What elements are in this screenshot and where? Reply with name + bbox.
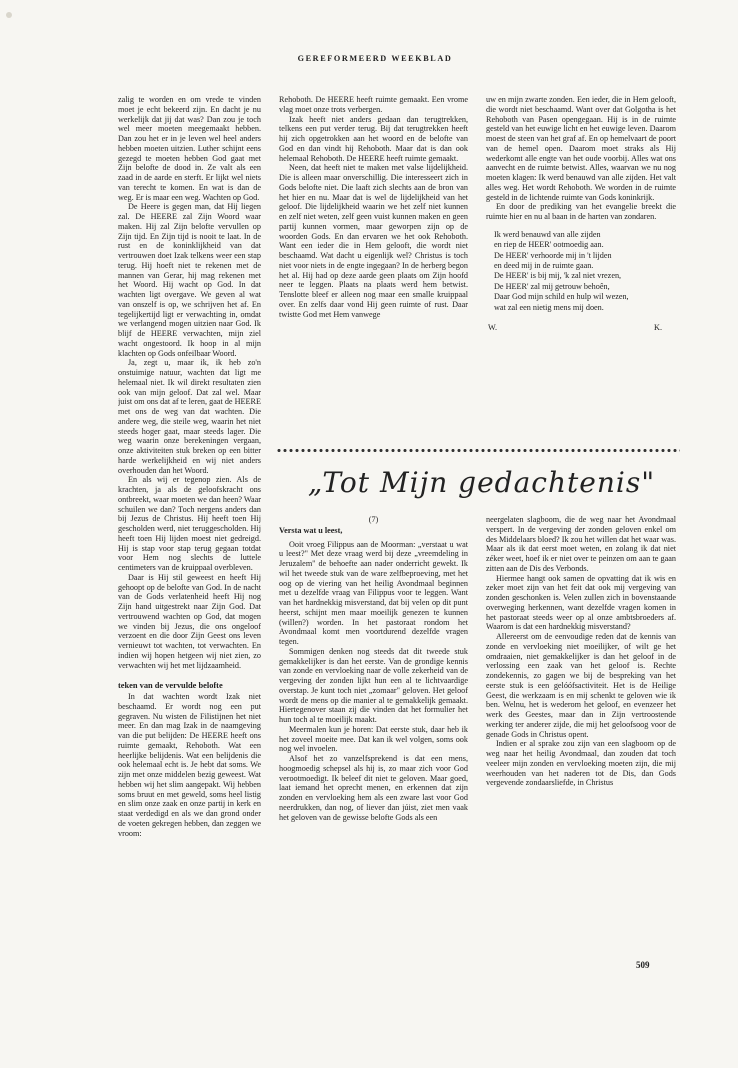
- paragraph: Neen, dat heeft niet te maken met valse lijdelijkheid. Die is alleen maar onverschillig. Die interesseert zich in Gods belofte niet. Die laaft zich slechts aan de bron van het hier en nu. Maar dat is wel de lijdelijkheid van het geloof. Die lijdelijkheid waarin we het zelf niet kunnen en zelf niet weten, zelf geen vuist kunnen maken en geen partij kunnen vormen, maar geworpen zijn op de woorden Gods. En dan ervaren we het ook Rehoboth. Want een ieder die in Hem gelooft, die wordt niet beschaamd. Wat dacht u eigenlijk wel? Christus is toch niet voor niets in de engte ingegaan? In de herberg begon het al. Hij had op deze aarde geen plaats om Zijn hoofd neer te leggen. Plaats na plaats werd hem betwist. Tenslotte bleef er alleen nog maar een smalle kruippaal over. En zelfs daar vond Hij geen ruimte of rust. Daar twistte God met Hem vanwege: [279, 163, 468, 319]
- paragraph: De Heere is gegen man, dat Hij liegen zal. De HEERE zal Zijn Woord waar maken. Hij zal Zijn belofte vervullen op Zijn tijd. En Zijn tijd is nooit te laat. In de rust en de koninklijkheid van dat vertrouwen doet Izak telkens weer een stap terug. Hij hoeft niet te rekenen met de mannen van Gerar, hij mag rekenen met het Woord. Hij wacht op God. In dat wachten ligt overgave. We geven al wat van onszelf is op, we schrijven het af. En tegelijkertijd ligt er verwachting in, omdat we verlangend mogen uitzien naar God. Ik blijf de HEERE verwachten, mijn ziel wacht ongestoord. Ik hoop in al mijn klachten op Gods onfeilbaar Woord.: [118, 202, 261, 358]
- verse-line: Ik werd benauwd van alle zijden: [494, 229, 601, 239]
- column-4: [279, 515, 468, 943]
- paragraph: In dat wachten wordt Izak niet beschaamd. Er wordt nog een put gegraven. Nu wisten de Filistijnen het niet meer. En dan mag Izak in de naamgeving van die put belijden: De HEERE heeft ons ruimte gemaakt, Rehoboth. Wat een heerlijke belijdenis. Wat een belijdenis die ook helemaal echt is. Je hebt dat soms. We zijn met onze middelen bezig geweest. Wat hebben wij het slim aangepakt. Wij hebben soms bruut en met geweld, soms heel listig en slim onze zaak en onze partij in kerk en staat verdedigd en als we dan grond onder de voeten gekregen hebben, dan zeggen we vroom:: [118, 692, 261, 838]
- initial-right: K.: [654, 323, 662, 332]
- paragraph: Indien er al sprake zou zijn van een slagboom op de weg naar het heilig Avondmaal, dan zouden dat toch veeleer mijn zonden en vervloeking moeten zijn, die mij weerhouden van het naderen tot de Dis, dan Gods vergevende zondaarsliefde, in Christus: [486, 739, 676, 788]
- verse-line: Daar God mijn schild en hulp wil wezen,: [494, 292, 629, 302]
- verse-line: De HEER' verhoorde mij in 't lijden: [494, 250, 612, 260]
- section-heading: teken van de vervulde belofte: [118, 681, 223, 691]
- paragraph: Daar is Hij stil geweest en heeft Hij gehoopt op de belofte van God. In de nacht van de Gods verlatenheid heeft Hij nog Zijn hand uitgestrekt naar Zijn God. Dat vertrouwend wachten op God, dat mogen we vinden bij Jezus, die ons ongeloof verzoent en die door Zijn Geest ons leven vernieuwt tot wachten, tot verwachten. En indien wij hopen hetgeen wij niet zien, zo verwachten wij het met lijdzaamheid.: [118, 572, 261, 670]
- paragraph: Meermalen kun je horen: Dat eerste stuk, daar heb ik het zoveel moeite mee. Dat kan ik wel volgen, soms ook nog wel invoelen.: [279, 724, 468, 754]
- article-title: „Tot Mijn gedachtenis": [307, 466, 656, 499]
- column-3: [486, 95, 676, 428]
- verse-line: De HEER' zal mij getrouw behoên,: [494, 281, 610, 291]
- column-5: [486, 515, 676, 943]
- paragraph: Ja, zegt u, maar ik, ik heb zo'n onstuimige natuur, wachten dat ligt me helemaal niet. Ik wil direkt resultaten zien ook van mijn geloof. Dat zal wel. Maar juist om ons dat af te leren, gaat de HEERE met ons de weg van dat wachten. Die andere weg, die steile weg, waarin het niet steeds hoger gaat, maar steeds lager. Die weg waarin onze berekeningen vergaan, onze aktiviteiten stuk breken op een bitter harde werkelijkheid en wij niet anders overhouden dan het Woord.: [118, 358, 261, 475]
- verse-line: wat zal een nietig mens mij doen.: [494, 302, 604, 312]
- paragraph: Alsof het zo vanzelfsprekend is dat een mens, hoogmoedig schepsel als hij is, zo maar zich voor God verootmoedigt. Ik beleef dit niet te geloven. Maar goed, laat iemand het oprecht menen, en erkennen dat zijn zonden en vervloeking hem als een zware last voor God neerdrukken, dan nog, of liever dan júist, ziet men vaak het geloven van de gewisse belofte Gods als een: [279, 754, 468, 822]
- scan-mark: [6, 12, 12, 18]
- paragraph: Sommigen denken nog steeds dat dit tweede stuk gemakkelijker is dan het eerste. Van de grondige kennis van zonde en vervloeking naar de volle zekerheid van de vergeving der zonden lijkt hun een al te lichtvaardige overstap. Je kunt toch niet „zomaar" geloven. Het geloof wordt de mens op die manier al te gemakkelijk gemaakt. Hiertegenover staan zij die vinden dat het formulier het hun toch al te moeilijk maakt.: [279, 646, 468, 724]
- psalm-verse: [494, 230, 676, 313]
- verse-line: De HEER' is bij mij, 'k zal niet vrezen,: [494, 271, 622, 281]
- article-number: (7): [368, 515, 379, 524]
- verse-line: en deed mij in de ruimte gaan.: [494, 260, 594, 270]
- paragraph: Ooit vroeg Filippus aan de Moorman: „verstaat u wat u leest?" Met deze vraag werd bij deze „vreemdeling in Jeruzalem" de behoefte aan nader onderricht gewekt. Ik wil het tweede stuk van de ware zelfbeproeving, met het oog op de viering van het heilig Avondmaal beginnen met u dezelfde vraag van Filippus voor te leggen. Want van het hardnekkig misverstand, dat bij velen op dit punt heerst, schijnt men maar moeilijk genezen te kunnen (willen?) worden. In het pastoraat rondom het Avondmaal komt men voortdurend dezelfde vragen tegen.: [279, 539, 468, 646]
- paragraph: uw en mijn zwarte zonden. Een ieder, die in Hem gelooft, die wordt niet beschaamd. Want over dat Golgotha is het Rehoboth van Pasen opengegaan. Hij is in de ruimte gesteld van het euwige licht en het euwige leven. Daarom moest de steen van het graf af. En op hemelvaart de poort van de hemel open. Daarom moet straks als Hij wederkomt alle engte van het oude voorbij. Alles wat ons aanvecht en de ruimte betwist. Alles, waarvan we nu nog moeten klagen: Ik werd benauwd van alle zijden. Het valt alles weg. Het wordt Rehoboth. We worden in de ruimte gesteld in de lichtende ruimte van Gods koninkrijk.: [486, 95, 676, 202]
- paragraph: Hiermee hangt ook samen de opvatting dat ik wis en zeker moet zijn van het feit dat ook mij vergeving van zonden geschonken is. Velen zullen zich in bovenstaande overweging herkennen, want dezelfde vragen komen in het pastoraat steeds weer op al onze ambtsbroeders af. Waarom is dat een hardnekkig misverstand?: [486, 573, 676, 632]
- column-2: [279, 95, 468, 465]
- signature-initials: [486, 323, 676, 333]
- subheading: Versta wat u leest,: [279, 525, 343, 535]
- initial-left: W.: [488, 323, 498, 332]
- article-separator: [276, 447, 680, 454]
- paragraph: zalig te worden en om vrede te vinden moet je echt bekeerd zijn. En dacht je nu werkelijk dat jij dat was? Dan zou je toch wel meer moeten meegemaakt hebben. Dan zou het er in je leven wel heel anders hebben moeten uitzien. Luther schijnt eens gezegd te moeten hebben God gaat met Zijn belofte de dood in. Ze valt als een zaad in de aarde en sterft. Er lijkt wel niets van terecht te komen. En wat is dan de weg. Er is maar een weg. Wachten op God.: [118, 95, 261, 202]
- running-header: GEREFORMEERD WEEKBLAD: [297, 54, 453, 63]
- paragraph: Allereerst om de eenvoudige reden dat de kennis van zonde en vervloeking niet moeilijker, of wilt ge het omdraaien, niet gemakkelijker is dan het geloof in de verlossing een zaak van het geloof is. Rechte zondekennis, zo gagen we bij de bespreking van het eerste stuk is een gelóófsactiviteit. Het is de Heilige Geest, die werkzaam is en mij schenkt te geloven wie ik ben. Welnu, het is wederom het geloof, en evenzeer het werk des Geestes, maar dan in Zijn vertroostende werking ter anderer zijde, die mij het geloofsoog voor de genade Gods in Christus opent.: [486, 632, 676, 739]
- column-1: [118, 95, 261, 907]
- paragraph: En als wij er tegenop zien. Als de krachten, ja als de geloofskracht ons ontbreekt, waar moeten we dan heen? Waar schuilen we dan? Toch nergens anders dan bij Jezus de Christus. Hij heeft toen Hij gescholden werd, niet teruggescholden. Hij heeft toen Hij lijden moest niet gedreigd. Hij is stap voor stap terug gegaan totdat voor Hem nog slechts de luttele centimeters van de kruippaal overbleven.: [118, 475, 261, 572]
- paragraph: Rehoboth. De HEERE heeft ruimte gemaakt. Een vrome vlag moet onze trots verbergen.: [279, 95, 468, 114]
- paragraph: En door de prediking van het evangelie breekt die ruimte hier en nu al baan in de harten van zondaren.: [486, 202, 676, 221]
- paragraph: neergelaten slagboom, die de weg naar het Avondmaal verspert. In de vergeving der zonden geloven enkel om des Middelaars bloed? Ik zou het willen dat het waar was. Maar als ik dat eerst moet weten, en zolang ik dat niet zéker weet, hoef ik er niet over te peinzen om aan te gaan zitten aan de Dis des Verbonds.: [486, 515, 676, 573]
- page-number: 509: [636, 960, 650, 970]
- verse-line: en riep de HEER' ootmoedig aan.: [494, 240, 604, 250]
- paragraph: Izak heeft niet anders gedaan dan terugtrekken, telkens een put verder terug. Bij dat terugtrekken heeft hij zich opgetrokken aan het woord en de belofte van God en dan vindt hij Rehoboth. Maar dat is dan ook helemaal Rehoboth. De HEERE heeft ruimte gemaakt.: [279, 114, 468, 163]
